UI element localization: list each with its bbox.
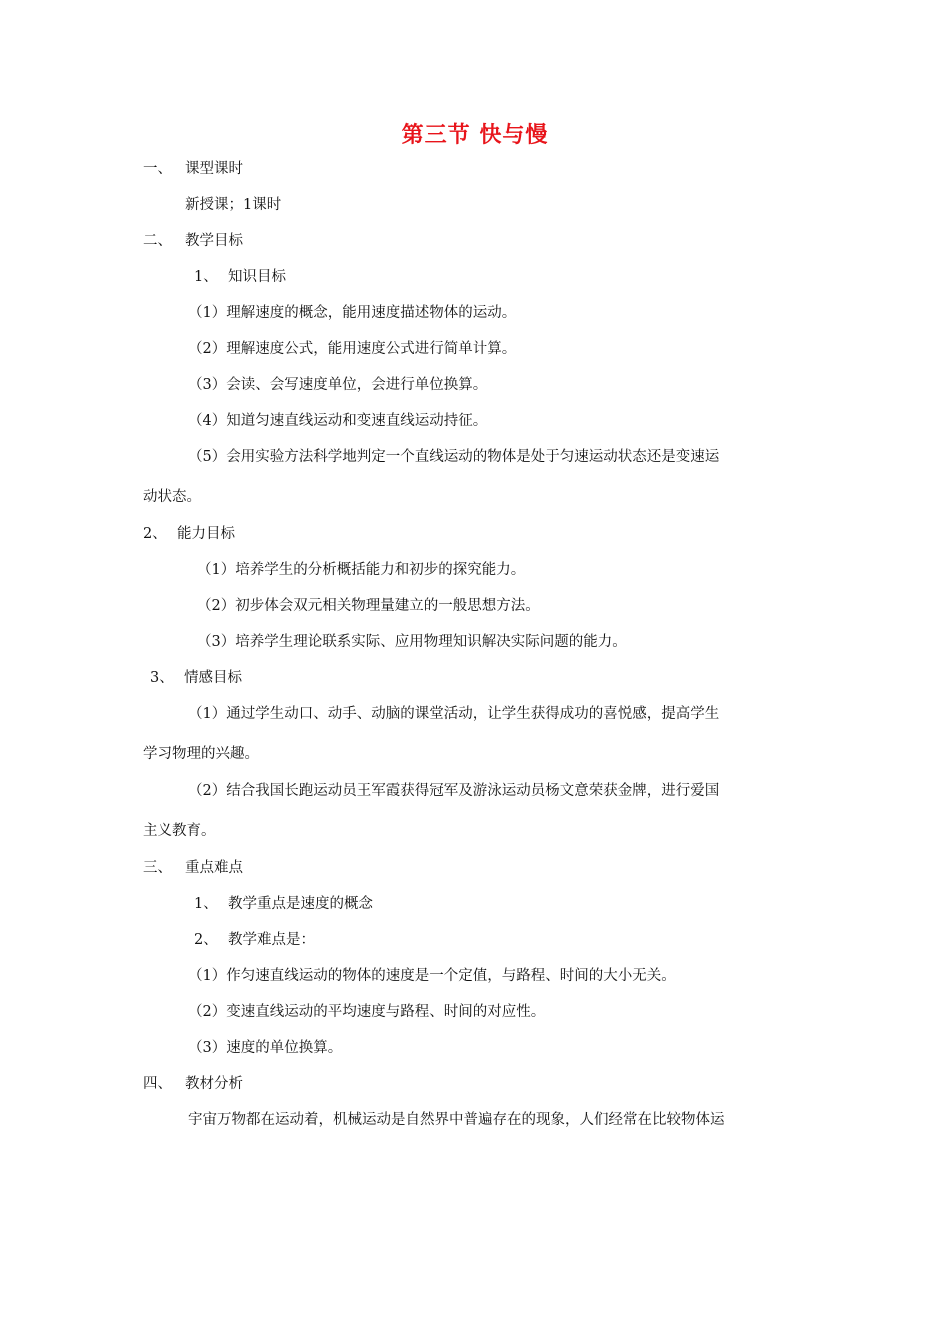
list-item: （4）知道匀速直线运动和变速直线运动持征。	[188, 413, 488, 429]
subheading-ability: 2、 能力目标	[143, 526, 235, 542]
list-item: （5）会用实验方法科学地判定一个直线运动的物体是处于匀速运动状态还是变速运	[188, 449, 720, 465]
subheading-difficult-point: 2、 教学难点是：	[194, 932, 315, 948]
list-item: （2）初步体会双元相关物理量建立的一般思想方法。	[197, 598, 540, 614]
list-item: （3）培养学生理论联系实际、应用物理知识解决实际问题的能力。	[197, 634, 627, 650]
section-heading-2: 二、 教学目标	[143, 233, 243, 249]
section-heading-1: 一、 课型课时	[143, 161, 243, 177]
list-item-continuation: 动状态。	[143, 489, 201, 505]
list-item: （1）理解速度的概念，能用速度描述物体的运动。	[188, 305, 517, 321]
paragraph: 宇宙万物都在运动着，机械运动是自然界中普遍存在的现象，人们经常在比较物体运	[188, 1112, 725, 1128]
list-item: （1）作匀速直线运动的物体的速度是一个定值，与路程、时间的大小无关。	[188, 968, 676, 984]
list-item: （1）培养学生的分析概括能力和初步的探究能力。	[197, 562, 526, 578]
list-item: （2）变速直线运动的平均速度与路程、时间的对应性。	[188, 1004, 546, 1020]
paragraph: 新授课；1课时	[185, 197, 282, 213]
subheading-knowledge: 1、 知识目标	[194, 269, 286, 285]
list-item-continuation: 学习物理的兴趣。	[143, 746, 259, 762]
list-item: （2）结合我国长跑运动员王军霞获得冠军及游泳运动员杨文意荣获金牌，进行爱国	[188, 783, 720, 799]
page-title: 第三节 快与慢	[401, 123, 549, 148]
subheading-emotion: 3、 情感目标	[150, 670, 242, 686]
section-heading-4: 四、 教材分析	[143, 1076, 243, 1092]
list-item: （2）理解速度公式，能用速度公式进行简单计算。	[188, 341, 517, 357]
list-item: （3）会读、会写速度单位，会进行单位换算。	[188, 377, 488, 393]
list-item: （1）通过学生动口、动手、动脑的课堂活动，让学生获得成功的喜悦感，提高学生	[188, 706, 720, 722]
subheading-key-point: 1、 教学重点是速度的概念	[194, 896, 373, 912]
list-item: （3）速度的单位换算。	[188, 1040, 343, 1056]
list-item-continuation: 主义教育。	[143, 823, 216, 839]
section-heading-3: 三、 重点难点	[143, 860, 243, 876]
